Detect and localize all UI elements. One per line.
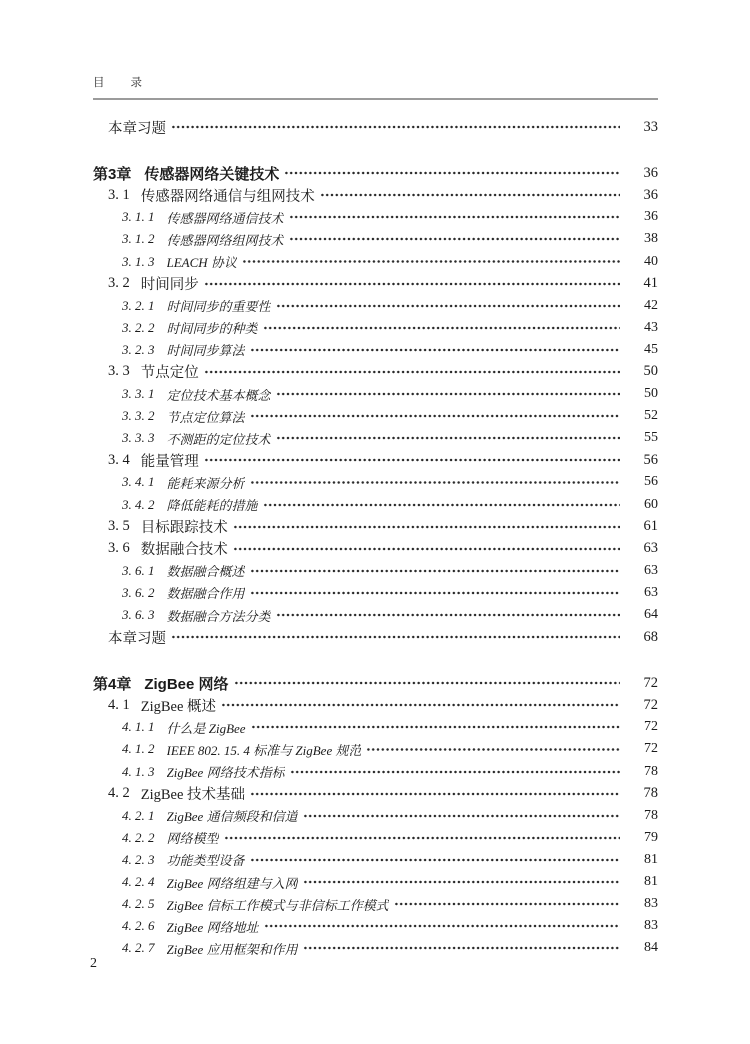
dot-leader bbox=[204, 449, 620, 471]
toc-row bbox=[122, 827, 658, 849]
page-number: 2 bbox=[90, 956, 97, 971]
toc-row bbox=[108, 538, 658, 560]
dot-leader bbox=[276, 383, 620, 405]
entry-page: 63 bbox=[644, 562, 658, 578]
entry-page: 50 bbox=[643, 363, 658, 380]
toc-row bbox=[122, 206, 658, 228]
dot-leader bbox=[366, 738, 620, 760]
entry-number: 4. 2. 1 bbox=[122, 807, 155, 823]
entry-number: 3. 1 bbox=[108, 186, 130, 203]
entry-number: 3. 2. 2 bbox=[122, 319, 155, 335]
dot-leader bbox=[250, 405, 620, 427]
entry-page: 33 bbox=[643, 118, 658, 135]
entry-number: 3. 6. 2 bbox=[122, 584, 155, 600]
toc-row bbox=[108, 273, 658, 295]
entry-number: 3. 5 bbox=[108, 518, 130, 535]
entry-title: 时间同步的重要性 bbox=[166, 299, 271, 315]
toc-row bbox=[122, 405, 658, 427]
entry-title: 网络模型 bbox=[166, 831, 219, 847]
toc-row bbox=[122, 339, 658, 361]
entry-number: 4. 2 bbox=[108, 785, 130, 802]
dot-leader bbox=[303, 871, 620, 893]
dot-leader bbox=[250, 471, 620, 493]
dot-leader bbox=[233, 538, 620, 560]
entry-page: 83 bbox=[644, 896, 658, 912]
dot-leader bbox=[276, 604, 620, 626]
dot-leader bbox=[290, 761, 620, 783]
entry-title: 节点定位算法 bbox=[166, 409, 245, 425]
entry-page: 72 bbox=[644, 741, 658, 757]
entry-number: 3. 2. 1 bbox=[122, 297, 155, 313]
header-rule bbox=[93, 98, 658, 100]
entry-title: ZigBee 通信频段和信道 bbox=[166, 809, 298, 825]
dot-leader bbox=[264, 915, 620, 937]
toc-row bbox=[108, 626, 658, 648]
entry-page: 36 bbox=[643, 164, 658, 181]
dot-leader bbox=[204, 361, 620, 383]
dot-leader bbox=[204, 273, 620, 295]
entry-number: 3. 2. 3 bbox=[122, 341, 155, 357]
toc-row bbox=[122, 849, 658, 871]
entry-title: 定位技术基本概念 bbox=[166, 387, 271, 403]
entry-title: ZigBee 网络技术指标 bbox=[166, 765, 285, 781]
dot-leader bbox=[250, 849, 620, 871]
entry-title: LEACH 协议 bbox=[166, 255, 237, 271]
dot-leader bbox=[289, 206, 620, 228]
entry-title: ZigBee 网络 bbox=[144, 675, 229, 693]
entry-number: 3. 4. 2 bbox=[122, 496, 155, 512]
toc-row bbox=[108, 516, 658, 538]
entry-page: 36 bbox=[644, 209, 658, 225]
entry-title: 数据融合作用 bbox=[166, 586, 245, 602]
entry-title: 数据融合方法分类 bbox=[166, 608, 271, 624]
entry-title: 传感器网络通信技术 bbox=[166, 210, 284, 226]
entry-page: 40 bbox=[644, 253, 658, 269]
entry-number: 3. 3. 2 bbox=[122, 408, 155, 424]
dot-leader bbox=[263, 317, 620, 339]
entry-page: 61 bbox=[643, 518, 658, 535]
entry-title: 时间同步算法 bbox=[166, 343, 245, 359]
entry-title: 本章习题 bbox=[108, 630, 166, 647]
dot-leader bbox=[221, 694, 620, 716]
entry-page: 84 bbox=[644, 940, 658, 956]
dot-leader bbox=[250, 560, 620, 582]
entry-number: 4. 2. 4 bbox=[122, 874, 155, 890]
toc-row bbox=[122, 761, 658, 783]
entry-number: 4. 2. 6 bbox=[122, 918, 155, 934]
entry-number: 4. 1. 1 bbox=[122, 719, 155, 735]
dot-leader bbox=[263, 494, 620, 516]
entry-number: 3. 3. 1 bbox=[122, 386, 155, 402]
entry-number: 4. 1. 2 bbox=[122, 741, 155, 757]
entry-page: 41 bbox=[643, 275, 658, 292]
entry-number: 3. 6. 1 bbox=[122, 562, 155, 578]
dot-leader bbox=[224, 827, 620, 849]
entry-title: IEEE 802. 15. 4 标准与 ZigBee 规范 bbox=[166, 742, 362, 758]
entry-number: 3. 1. 2 bbox=[122, 231, 155, 247]
dot-leader bbox=[320, 184, 620, 206]
entry-title: 什么是 ZigBee bbox=[166, 720, 246, 736]
toc-row bbox=[108, 783, 658, 805]
toc-row bbox=[122, 805, 658, 827]
dot-leader bbox=[276, 427, 620, 449]
toc-row bbox=[122, 383, 658, 405]
entry-number: 3. 3 bbox=[108, 363, 130, 380]
toc-row bbox=[122, 228, 658, 250]
entry-page: 72 bbox=[643, 696, 658, 713]
entry-page: 72 bbox=[644, 719, 658, 735]
entry-page: 60 bbox=[644, 496, 658, 512]
entry-page: 56 bbox=[644, 474, 658, 490]
entry-title: 功能类型设备 bbox=[166, 853, 245, 869]
entry-title: 数据融合技术 bbox=[140, 542, 228, 559]
toc-row bbox=[122, 295, 658, 317]
entry-number: 3. 4. 1 bbox=[122, 474, 155, 490]
dot-leader bbox=[234, 672, 620, 694]
entry-title: 不测距的定位技术 bbox=[166, 431, 271, 447]
dot-leader bbox=[289, 228, 620, 250]
entry-title: 时间同步 bbox=[140, 277, 199, 294]
entry-title: 目标跟踪技术 bbox=[140, 520, 228, 537]
dot-leader bbox=[250, 783, 620, 805]
toc-row bbox=[93, 162, 658, 184]
entry-title: 时间同步的种类 bbox=[166, 321, 258, 337]
entry-page: 45 bbox=[644, 341, 658, 357]
entry-page: 81 bbox=[644, 851, 658, 867]
dot-leader bbox=[242, 250, 620, 272]
toc-row bbox=[108, 184, 658, 206]
dot-leader bbox=[303, 805, 620, 827]
entry-number: 3. 6 bbox=[108, 540, 130, 557]
dot-leader bbox=[303, 937, 620, 959]
entry-number: 3. 2 bbox=[108, 275, 130, 292]
entry-number: 4. 1 bbox=[108, 696, 130, 713]
entry-number: 4. 2. 7 bbox=[122, 940, 155, 956]
entry-page: 79 bbox=[644, 829, 658, 845]
entry-title: 本章习题 bbox=[108, 120, 166, 137]
entry-title: ZigBee 应用框架和作用 bbox=[166, 941, 298, 957]
entry-page: 42 bbox=[644, 297, 658, 313]
toc-row bbox=[122, 738, 658, 760]
toc-row bbox=[122, 471, 658, 493]
toc-row bbox=[108, 449, 658, 471]
entry-number: 4. 2. 2 bbox=[122, 829, 155, 845]
entry-title: 传感器网络关键技术 bbox=[144, 165, 280, 183]
toc-row bbox=[122, 604, 658, 626]
entry-title: 数据融合概述 bbox=[166, 564, 245, 580]
dot-leader bbox=[251, 716, 620, 738]
toc-row bbox=[122, 915, 658, 937]
entry-number: 第4章 bbox=[93, 675, 132, 693]
entry-title: 传感器网络组网技术 bbox=[166, 232, 284, 248]
entry-page: 81 bbox=[644, 874, 658, 890]
dot-leader bbox=[171, 626, 620, 648]
entry-page: 78 bbox=[643, 785, 658, 802]
entry-title: ZigBee 网络组建与入网 bbox=[166, 875, 298, 891]
toc-list bbox=[93, 116, 658, 959]
toc-row bbox=[93, 672, 658, 694]
toc-row bbox=[122, 494, 658, 516]
toc-row bbox=[122, 871, 658, 893]
entry-title: ZigBee 信标工作模式与非信标工作模式 bbox=[166, 897, 389, 913]
dot-leader bbox=[250, 339, 620, 361]
entry-title: 降低能耗的措施 bbox=[166, 498, 258, 514]
entry-number: 4. 2. 3 bbox=[122, 851, 155, 867]
entry-page: 38 bbox=[644, 231, 658, 247]
entry-number: 3. 1. 1 bbox=[122, 209, 155, 225]
entry-page: 83 bbox=[644, 918, 658, 934]
entry-page: 78 bbox=[644, 763, 658, 779]
dot-leader bbox=[276, 295, 620, 317]
entry-page: 52 bbox=[644, 408, 658, 424]
entry-number: 3. 4 bbox=[108, 451, 130, 468]
entry-page: 68 bbox=[643, 628, 658, 645]
entry-page: 43 bbox=[644, 319, 658, 335]
toc-row bbox=[122, 317, 658, 339]
entry-number: 4. 2. 5 bbox=[122, 896, 155, 912]
dot-leader bbox=[394, 893, 620, 915]
toc-row bbox=[122, 716, 658, 738]
entry-number: 4. 1. 3 bbox=[122, 763, 155, 779]
entry-page: 50 bbox=[644, 386, 658, 402]
dot-leader bbox=[250, 582, 620, 604]
entry-number: 第3章 bbox=[93, 165, 132, 183]
entry-title: ZigBee 网络地址 bbox=[166, 919, 259, 935]
entry-page: 63 bbox=[643, 540, 658, 557]
entry-title: 传感器网络通信与组网技术 bbox=[140, 188, 315, 205]
entry-page: 72 bbox=[643, 674, 658, 691]
entry-title: 能耗来源分析 bbox=[166, 475, 245, 491]
toc-row bbox=[122, 582, 658, 604]
entry-page: 64 bbox=[644, 607, 658, 623]
entry-page: 56 bbox=[643, 451, 658, 468]
dot-leader bbox=[233, 516, 620, 538]
entry-number: 3. 1. 3 bbox=[122, 253, 155, 269]
toc-row bbox=[122, 250, 658, 272]
entry-title: 节点定位 bbox=[140, 365, 199, 382]
entry-page: 55 bbox=[644, 430, 658, 446]
dot-leader bbox=[171, 116, 620, 138]
toc-row bbox=[122, 560, 658, 582]
entry-page: 63 bbox=[644, 584, 658, 600]
entry-number: 3. 3. 3 bbox=[122, 430, 155, 446]
toc-row bbox=[108, 361, 658, 383]
toc-row bbox=[108, 694, 658, 716]
entry-title: 能量管理 bbox=[140, 453, 199, 470]
toc-row bbox=[122, 937, 658, 959]
entry-page: 78 bbox=[644, 807, 658, 823]
toc-row bbox=[122, 893, 658, 915]
entry-number: 3. 6. 3 bbox=[122, 607, 155, 623]
running-head: 目 录 bbox=[93, 77, 143, 89]
entry-title: ZigBee 技术基础 bbox=[140, 787, 246, 804]
toc-row bbox=[122, 427, 658, 449]
toc-row bbox=[108, 116, 658, 138]
dot-leader bbox=[284, 162, 620, 184]
entry-title: ZigBee 概述 bbox=[140, 698, 217, 715]
entry-page: 36 bbox=[643, 186, 658, 203]
